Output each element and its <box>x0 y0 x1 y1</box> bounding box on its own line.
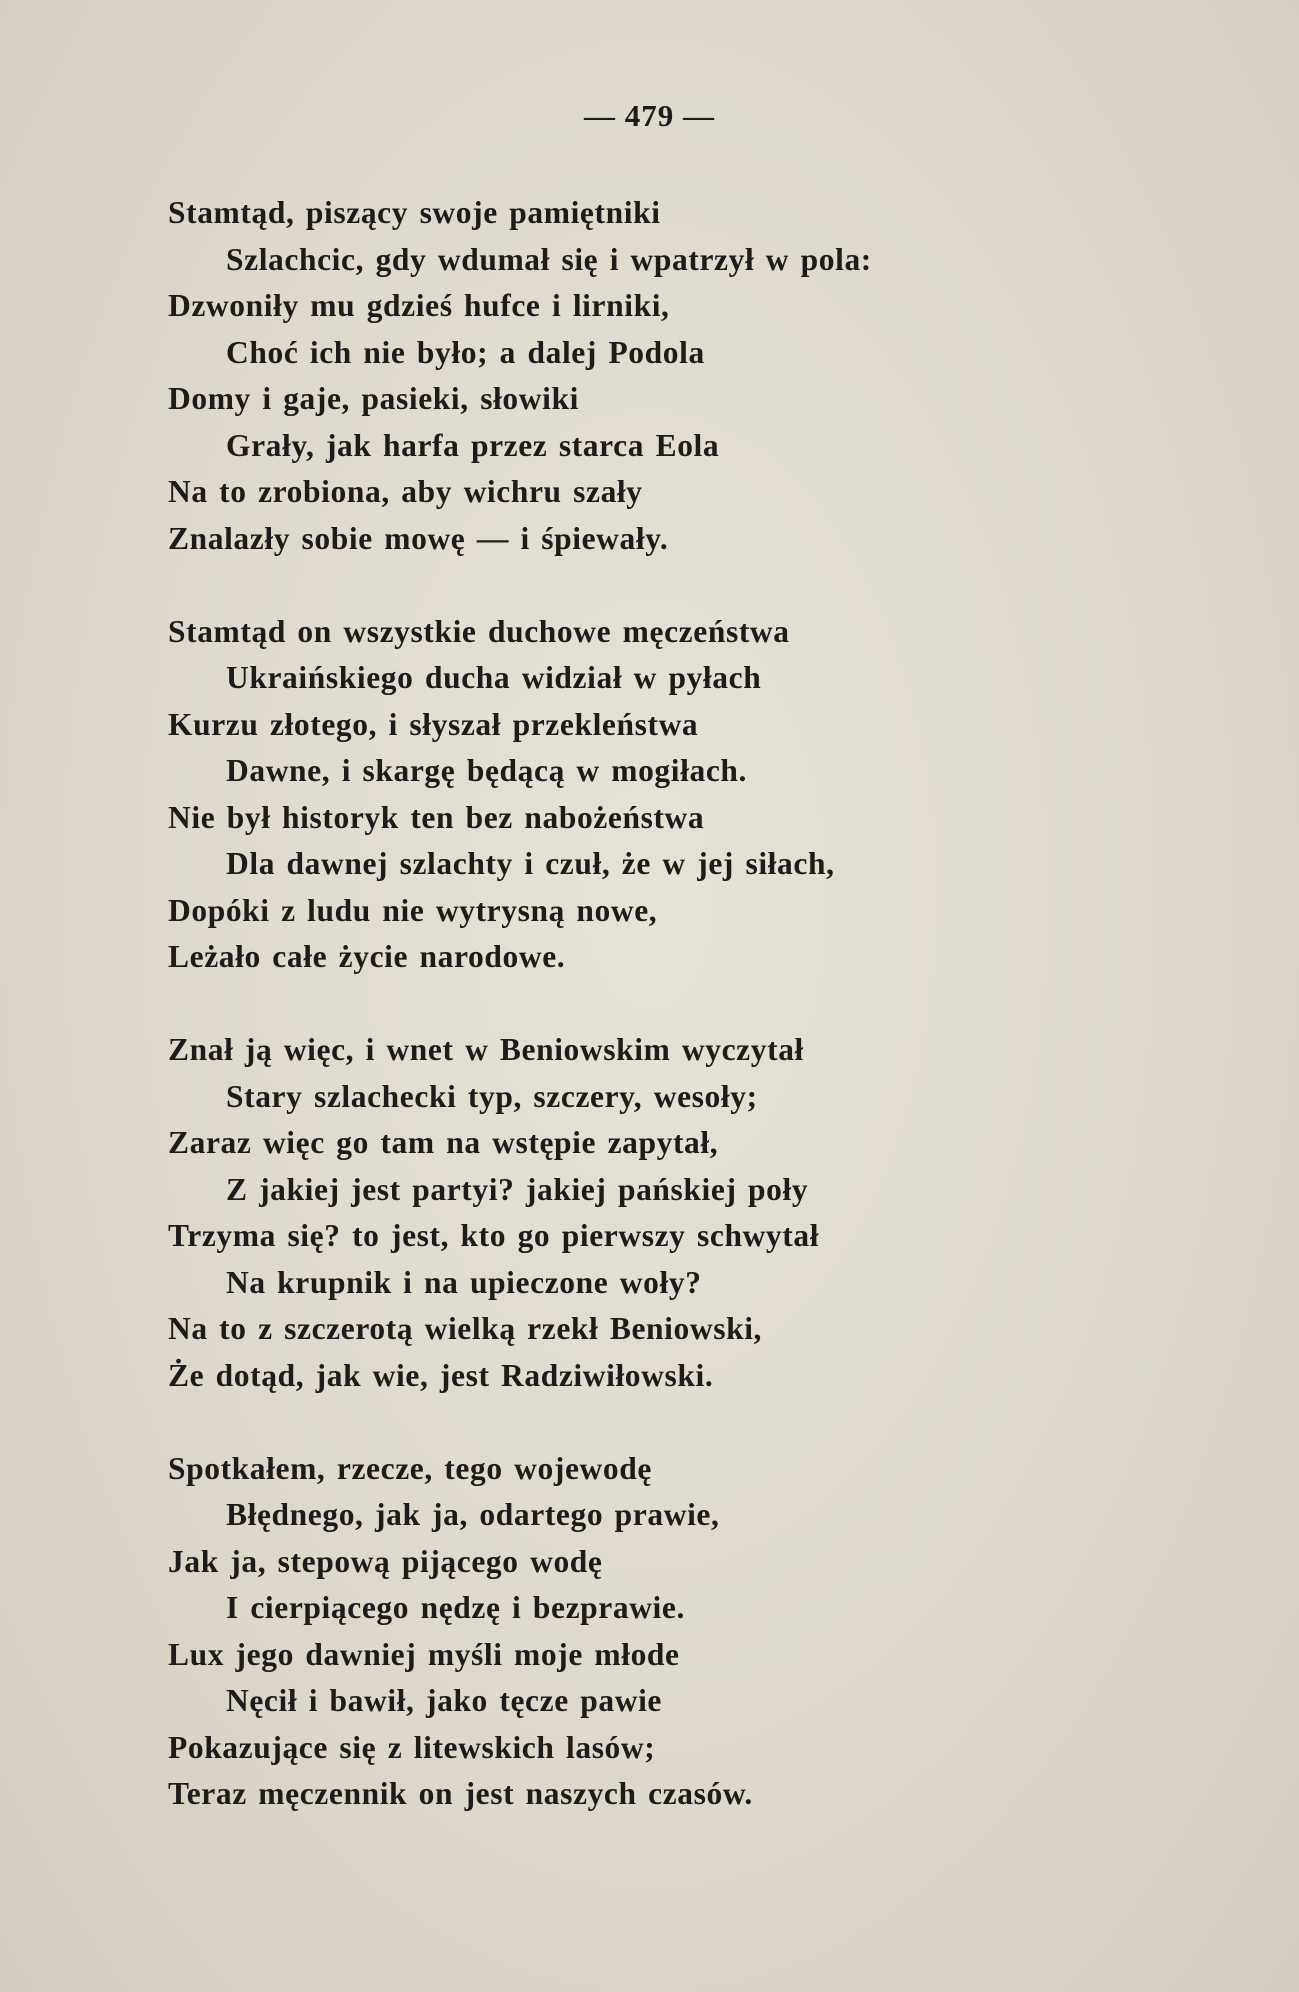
verse-line: Na to z szczerotą wielką rzekł Beniowski, <box>168 1311 763 1346</box>
verse-line: Stamtąd, piszący swoje pamiętniki <box>168 195 661 230</box>
verse-line: Błędnego, jak ja, odartego prawie, <box>226 1497 720 1532</box>
verse-line: Ukraińskiego ducha widział w pyłach <box>226 660 762 695</box>
verse-line: Znał ją więc, i wnet w Beniowskim wyczytał <box>168 1032 804 1067</box>
verse-line: Dla dawnej szlachty i czuł, że w jej siłach, <box>226 846 835 881</box>
verse-line: Z jakiej jest partyi? jakiej pańskiej poły <box>226 1171 809 1207</box>
verse-line: Trzyma się? to jest, kto go pierwszy schwytał <box>168 1218 820 1253</box>
verse-line: Teraz męczennik on jest naszych czasów. <box>168 1776 753 1811</box>
verse-line: Zaraz więc go tam na wstępie zapytał, <box>168 1125 719 1160</box>
verse-line: Dzwoniły mu gdzieś hufce i lirniki, <box>168 288 670 323</box>
verse-line: Spotkałem, rzecze, tego wojewodę <box>168 1450 652 1486</box>
verse-line: I cierpiącego nędzę i bezprawie. <box>226 1590 685 1625</box>
stanza-1 <box>168 190 1248 562</box>
verse-line: Że dotąd, jak wie, jest Radziwiłowski. <box>168 1357 714 1393</box>
verse-line: Na krupnik i na upieczone woły? <box>226 1264 702 1300</box>
page-number: — 479 — <box>584 98 715 133</box>
stanza-2 <box>168 609 1248 981</box>
verse-line: Jak ja, stepową pijącego wodę <box>168 1543 603 1579</box>
verse-line: Stary szlachecki typ, szczery, wesoły; <box>226 1078 758 1114</box>
stanza-3 <box>168 1027 1248 1399</box>
verse-line: Dawne, i skargę będącą w mogiłach. <box>226 753 748 788</box>
verse-line: Lux jego dawniej myśli moje młode <box>168 1636 680 1672</box>
verse-line: Choć ich nie było; a dalej Podola <box>226 334 705 370</box>
verse-line: Pokazujące się z litewskich lasów; <box>168 1729 656 1765</box>
verse-line: Stamtąd on wszystkie duchowe męczeństwa <box>168 613 790 649</box>
verse-line: Szlachcic, gdy wdumał się i wpatrzył w pola: <box>226 241 872 277</box>
verse-line: Znalazły sobie mowę — i śpiewały. <box>168 520 669 556</box>
poem-body <box>168 190 1248 1864</box>
stanza-4 <box>168 1446 1248 1818</box>
verse-line: Domy i gaje, pasieki, słowiki <box>168 381 579 416</box>
verse-line: Grały, jak harfa przez starca Eola <box>226 427 720 463</box>
verse-line: Kurzu złotego, i słyszał przekleństwa <box>168 706 699 742</box>
verse-line: Dopóki z ludu nie wytrysną nowe, <box>168 892 658 928</box>
verse-line: Leżało całe życie narodowe. <box>168 939 566 974</box>
verse-line: Nęcił i bawił, jako tęcze pawie <box>226 1683 663 1718</box>
verse-line: Na to zrobiona, aby wichru szały <box>168 474 643 509</box>
verse-line: Nie był historyk ten bez nabożeństwa <box>168 799 705 835</box>
